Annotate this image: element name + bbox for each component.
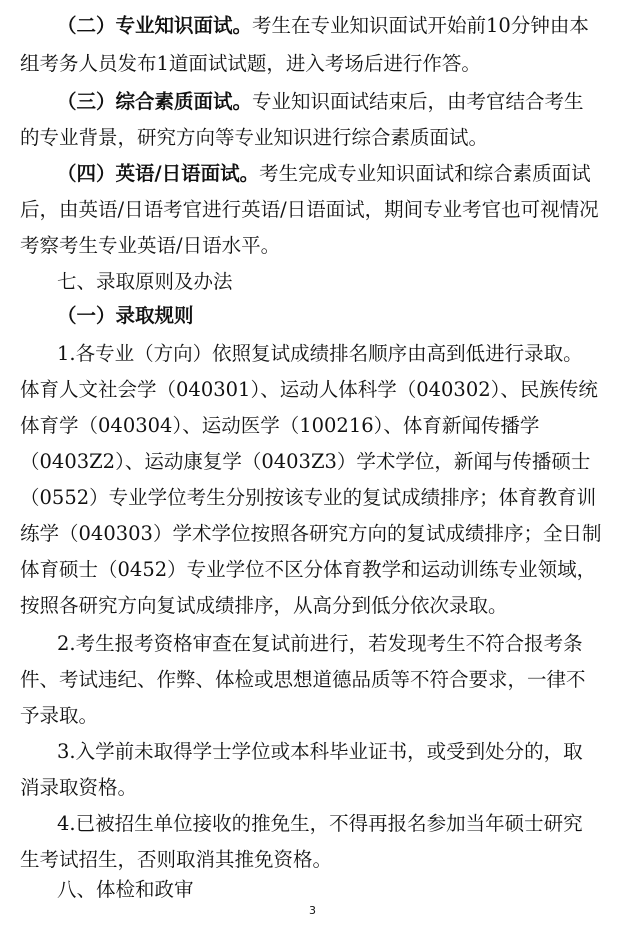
text-line: 3.入学前未取得学士学位或本科毕业证书，或受到处分的，取 bbox=[57, 740, 583, 763]
text-line: 按照各研究方向复试成绩排序，从高分到低分依次录取。 bbox=[20, 594, 508, 617]
text-line: 予录取。 bbox=[20, 704, 99, 727]
section-lead: （二）专业知识面试。 bbox=[57, 14, 253, 37]
text-line: 体育学（040304）、运动医学（100216）、体育新闻传播学 bbox=[20, 414, 540, 437]
section-lead: （四）英语/日语面试。 bbox=[57, 162, 260, 185]
section-heading-admission: 七、录取原则及办法 bbox=[57, 270, 233, 293]
text-line: （0552）专业学位考生分别按该专业的复试成绩排序；体育教育训 bbox=[20, 486, 597, 509]
subsection-heading-rules: （一）录取规则 bbox=[57, 304, 194, 327]
text-line: 2.考生报考资格审查在复试前进行，若发现考生不符合报考条 bbox=[57, 632, 583, 655]
section-heading-health-check: 八、体检和政审 bbox=[57, 878, 194, 901]
text-line: 4.已被招生单位接收的推免生，不得再报名参加当年硕士研究 bbox=[57, 812, 583, 835]
paragraph-interview-professional bbox=[0, 8, 625, 44]
text-line: 练学（040303）学术学位按照各研究方向的复试成绩排序；全日制 bbox=[20, 522, 602, 545]
text-line: 组考务人员发布1道面试试题，进入考场后进行作答。 bbox=[20, 52, 481, 75]
text-line: 后，由英语/日语考官进行英语/日语面试，期间专业考官也可视情况 bbox=[20, 198, 599, 221]
text-line: 考察考生专业英语/日语水平。 bbox=[20, 234, 281, 257]
text-line: 体育人文社会学（040301）、运动人体科学（040302）、民族传统 bbox=[20, 378, 598, 401]
paragraph-interview-comprehensive bbox=[0, 84, 625, 120]
text-line: 1.各专业（方向）依照复试成绩排名顺序由高到低进行录取。 bbox=[57, 342, 583, 365]
text-line: 生考试招生，否则取消其推免资格。 bbox=[20, 848, 333, 871]
text-line: 考生完成专业知识面试和综合素质面试 bbox=[259, 162, 591, 185]
text-line: 件、考试违纪、作弊、体检或思想道德品质等不符合要求，一律不 bbox=[20, 668, 586, 691]
text-line: （0403Z2）、运动康复学（0403Z3）学术学位，新闻与传播硕士 bbox=[20, 450, 591, 473]
text-line: 体育硕士（0452）专业学位不区分体育教学和运动训练专业领域， bbox=[20, 558, 597, 581]
text-line: 专业知识面试结束后，由考官结合考生 bbox=[252, 90, 584, 113]
text-line: 的专业背景，研究方向等专业知识进行综合素质面试。 bbox=[20, 126, 489, 149]
section-lead: （三）综合素质面试。 bbox=[57, 90, 253, 113]
paragraph-interview-language bbox=[0, 156, 625, 192]
text-line: 考生在专业知识面试开始前10分钟由本 bbox=[252, 14, 589, 37]
text-line: 消录取资格。 bbox=[20, 776, 138, 799]
page-number: 3 bbox=[309, 904, 316, 917]
